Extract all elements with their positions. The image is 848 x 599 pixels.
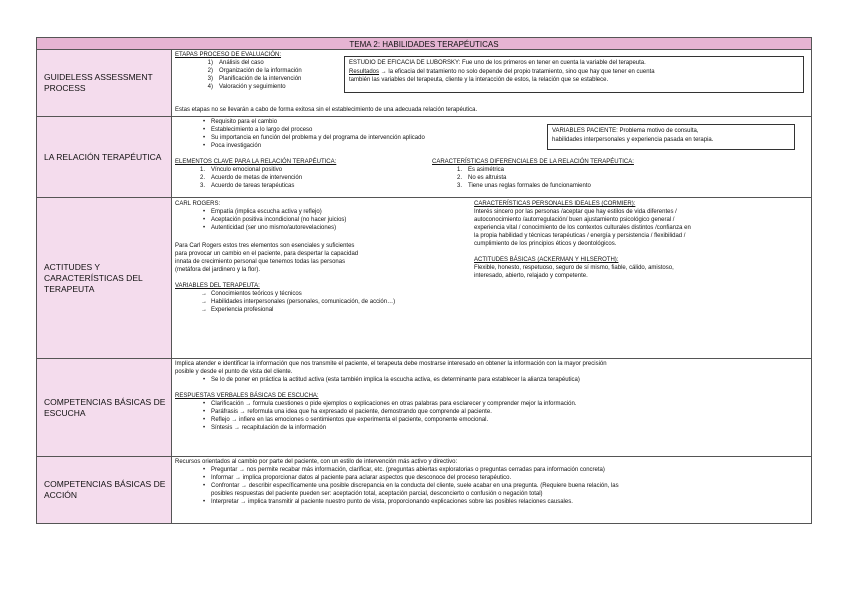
list-item: • Informar → implica proporcionar datos al paciente para aclarar aspectos que desconoce del proceso terapéutico. [202, 475, 512, 481]
document-page [36, 37, 812, 524]
box-line: Resultados → la eficacia del tratamiento no solo depende del propio tratamiento, sino que hay que tener en cuenta [349, 68, 655, 75]
row-label: COMPETENCIAS BÁSICAS DE ESCUCHA [37, 359, 172, 456]
list-item: • Clarificación → formula cuestiones o pide ejemplos o explicaciones en otras palabras para esclarecer y comprender mejor la información. [202, 401, 577, 407]
paragraph-line: la propia habilidad y técnicas terapéuticas / energía y persistencia / flexibilidad / [474, 233, 686, 239]
list-item: • Autenticidad (ser uno mismo/autorevelaciones) [202, 225, 337, 231]
box-line: VARIABLES PACIENTE: Problema motivo de consulta, [552, 128, 699, 134]
list-item: • Se lo de poner en práctica la actitud activa (esta también implica la escucha activa, es determinante para establecer la alianza terapéutica) [202, 377, 580, 383]
elementos-clave [175, 158, 336, 190]
list-item: • Su importancia en función del problema y del programa de intervención aplicado [202, 135, 425, 141]
list-item: 4) Valoración y seguimiento [207, 84, 286, 90]
list-item: • Establecimiento a lo largo del proceso [202, 127, 313, 133]
section-heading: ACTITUDES BÁSICAS (ACKERMAN Y HILSEROTH): [474, 257, 619, 263]
list-item: • Síntesis → recapitulación de la información [202, 425, 327, 431]
section-heading: CARL ROGERS: [175, 201, 221, 207]
list-item: • Confrontar → describir específicamente una posible discrepancia en la conducta del cliente, suele acabar en una pregunta. (Requiere buena relación, las [202, 483, 619, 489]
section-heading: RESPUESTAS VERBALES BÁSICAS DE ESCUCHA: [175, 393, 319, 399]
paragraph-line: (metáfora del jardinero y la flor). [175, 267, 261, 273]
row-content [172, 359, 811, 456]
list-item-continuation: posibles respuestas del paciente pueden ser: aceptación total, aceptación parcial, desconcierto o confusión o negación total) [211, 491, 543, 497]
list-item: → Experiencia profesional [201, 307, 274, 313]
section-heading: VARIABLES DEL TERAPEUTA: [175, 283, 260, 289]
list-item: 3. Tiene unas reglas formales de funcionamiento [456, 183, 591, 189]
section-heading: CARACTERÍSTICAS PERSONALES IDEALES (CORMIER): [474, 201, 636, 207]
list-item: • Requisito para el cambio [202, 119, 278, 125]
row-label: LA RELACIÓN TERAPÉUTICA [37, 117, 172, 197]
paragraph-line: Implica atender e identificar la información que nos transmite el paciente, el terapeuta debe mostrarse interesado en obtener la información con la mayor precisión [175, 361, 607, 367]
list-item: • Aceptación positiva incondicional (no hacer juicios) [202, 217, 347, 223]
box-line: ESTUDIO DE EFICACIA DE LUBORSKY: Fue uno de los primeros en tener en cuenta la variable del terapeuta. [349, 60, 646, 66]
luborsky-box [344, 56, 804, 93]
list-item: • Paráfrasis → reformula una idea que ha expresado el paciente, demostrando que comprende al paciente. [202, 409, 492, 415]
row-content [172, 50, 811, 116]
paragraph-line: Para Carl Rogers estos tres elementos son esenciales y suficientes [175, 243, 355, 249]
list-item: 3) Planificación de la intervención [207, 76, 302, 82]
list-item: 1. Vínculo emocional positivo [199, 167, 283, 173]
list-item: 1) Análisis del caso [207, 60, 264, 66]
row-content [172, 198, 811, 358]
paragraph-line: para provocar un cambio en el paciente, para despertar la capacidad [175, 251, 359, 257]
paragraph-line: innata de crecimiento personal que tenemos todas las personas [175, 259, 346, 265]
row-escucha [36, 359, 812, 457]
paragraph-line: Recursos orientados al cambio por parte del paciente, con un estilo de intervención más activo y directivo: [175, 459, 458, 465]
list-item: 2) Organización de la información [207, 68, 302, 74]
list-item: 2. No es altruista [456, 175, 507, 181]
rogers-section [175, 200, 465, 314]
paragraph-line: autoconocimiento /autorregulación/ buen ajustamiento psicológico general / [474, 217, 675, 223]
list-item: → Habilidades interpersonales (personales, comunicación, de acción…) [201, 299, 396, 305]
section-heading: CARACTERÍSTICAS DIFERENCIALES DE LA RELACIÓN TERAPÉUTICA: [432, 159, 634, 165]
row-relacion [36, 117, 812, 198]
row-label: ACTITUDES Y CARACTERÍSTICAS DEL TERAPEUTA [37, 198, 172, 358]
section-heading: ELEMENTOS CLAVE PARA LA RELACIÓN TERAPÉUTICA: [175, 159, 337, 165]
paragraph-line: Interés sincero por las personas /aceptar que hay estilos de vida diferentes / [474, 209, 677, 215]
row-content [172, 117, 811, 197]
variables-paciente-box [547, 124, 795, 150]
section-heading: ETAPAS PROCESO DE EVALUACIÓN: [175, 52, 282, 58]
list-item: • Preguntar → nos permite recabar más información, clarificar, etc. (preguntas abiertas exploratorias o preguntas cerradas para información concreta) [202, 467, 605, 473]
row-guideless [36, 50, 812, 117]
paragraph-line: experiencia vital / conocimiento de los contextos culturales distintos /confianza en [474, 225, 691, 231]
paragraph-line: interesado, abierto, relajado y competente. [474, 273, 588, 279]
list-item: → Conocimientos teóricos y técnicos [201, 291, 302, 297]
list-item: • Reflejo → infiere en las emociones o sentimientos que experimenta el paciente, componente emocional. [202, 417, 489, 423]
row-accion [36, 457, 812, 524]
row-actitudes [36, 198, 812, 359]
cormier-section [474, 200, 804, 280]
row-content [172, 457, 811, 523]
box-line: también las variables del terapeuta, cliente y la interacción de estos, la relación que se establece. [349, 77, 609, 83]
list-item: • Poca investigación [202, 143, 262, 149]
paragraph-line: cumplimiento de los principios éticos y deontológicos. [474, 241, 617, 247]
caracteristicas-diferenciales [432, 158, 634, 190]
box-line: habilidades interpersonales y experiencia pasada en terapia. [552, 136, 714, 143]
list-item: 1. Es asimétrica [456, 167, 505, 173]
paragraph-line: Flexible, honesto, respetuoso, seguro de sí mismo, fiable, cálido, amistoso, [474, 265, 674, 271]
row-label: COMPETENCIAS BÁSICAS DE ACCIÓN [37, 457, 172, 523]
footer-note: Estas etapas no se llevarán a cabo de forma exitosa sin el establecimiento de una adecuada relación terapéutica. [175, 107, 478, 113]
list-item: • Interpretar → implica transmitir al paciente nuestro punto de vista, proporcionando explicaciones sobre las posibles relaciones causales. [202, 499, 573, 505]
list-item: 2. Acuerdo de metas de intervención [199, 175, 303, 181]
row-label: GUIDELESS ASSESSMENT PROCESS [37, 50, 172, 116]
paragraph-line: posible y desde el punto de vista del cliente. [175, 369, 293, 375]
list-item: 3. Acuerdo de tareas terapéuticas [199, 183, 295, 189]
table-title: TEMA 2: HABILIDADES TERAPÉUTICAS [36, 37, 812, 50]
list-item: • Empatía (implica escucha activa y reflejo) [202, 209, 322, 215]
